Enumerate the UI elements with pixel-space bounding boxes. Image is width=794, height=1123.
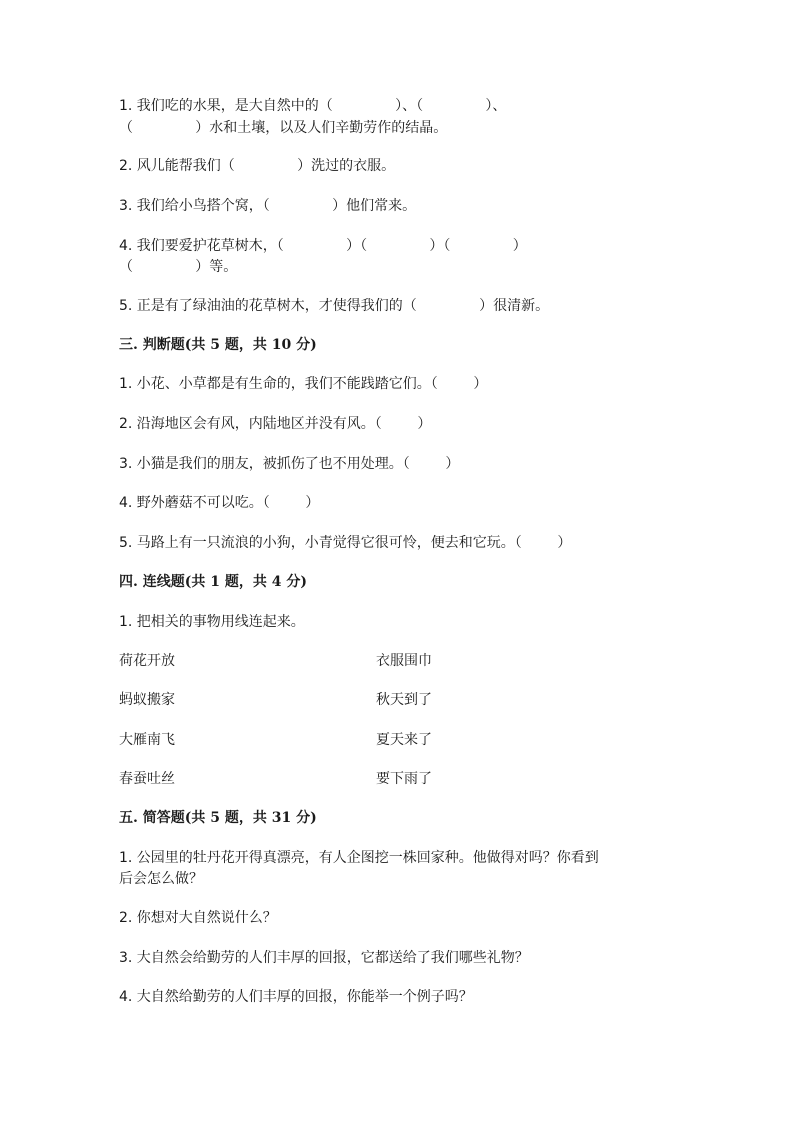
tf-q3: 3. 小猫是我们的朋友，被抓伤了也不用处理。（ ） [119,456,460,472]
fill-q4-line2: （ ）等。 [119,259,238,275]
sa-q3: 3. 大自然会给勤劳的人们丰厚的回报，它都送给了我们哪些礼物？ [119,950,529,966]
fill-q3: 3. 我们给小鸟搭个窝，（ ）他们常来。 [119,198,417,214]
tf-q4: 4. 野外蘑菇不可以吃。（ ） [119,495,320,511]
match-right-item: 衣服围巾 [376,653,432,669]
sa-q1-line1: 1. 公园里的牡丹花开得真漂亮，有人企图挖一株回家种。他做得对吗？你看到 [119,850,599,866]
tf-q1: 1. 小花、小草都是有生命的，我们不能践踏它们。（ ） [119,376,488,392]
match-left-item: 春蚕吐丝 [119,771,175,787]
fill-q5: 5. 正是有了绿油油的花草树木，才使得我们的（ ）很清新。 [119,298,550,314]
tf-q2: 2. 沿海地区会有风，内陆地区并没有风。（ ） [119,416,432,432]
fill-q4-line1: 4. 我们要爱护花草树木，（ ）（ ）（ ） [119,238,527,254]
section-heading-true-false: 三. 判断题(共 5 题，共 10 分) [119,337,317,353]
match-q1: 1. 把相关的事物用线连起来。 [119,614,305,630]
match-right-item: 夏天来了 [376,732,432,748]
fill-q1-line1: 1. 我们吃的水果，是大自然中的（ ）、（ ）、 [119,98,507,114]
fill-q1-line2: （ ）水和土壤，以及人们辛勤劳作的结晶。 [119,120,448,136]
sa-q4: 4. 大自然给勤劳的人们丰厚的回报，你能举一个例子吗？ [119,989,473,1005]
match-left-item: 荷花开放 [119,653,175,669]
match-right-item: 要下雨了 [376,771,432,787]
match-left-item: 大雁南飞 [119,732,175,748]
section-heading-short-answer: 五. 简答题(共 5 题，共 31 分) [119,810,317,826]
fill-q2: 2. 风儿能帮我们（ ）洗过的衣服。 [119,158,396,174]
section-heading-matching: 四. 连线题(共 1 题，共 4 分) [119,574,307,590]
tf-q5: 5. 马路上有一只流浪的小狗，小青觉得它很可怜，便去和它玩。（ ） [119,535,572,551]
sa-q2: 2. 你想对大自然说什么？ [119,910,277,926]
match-right-item: 秋天到了 [376,692,432,708]
match-left-item: 蚂蚁搬家 [119,692,175,708]
sa-q1-line2: 后会怎么做？ [119,871,203,887]
